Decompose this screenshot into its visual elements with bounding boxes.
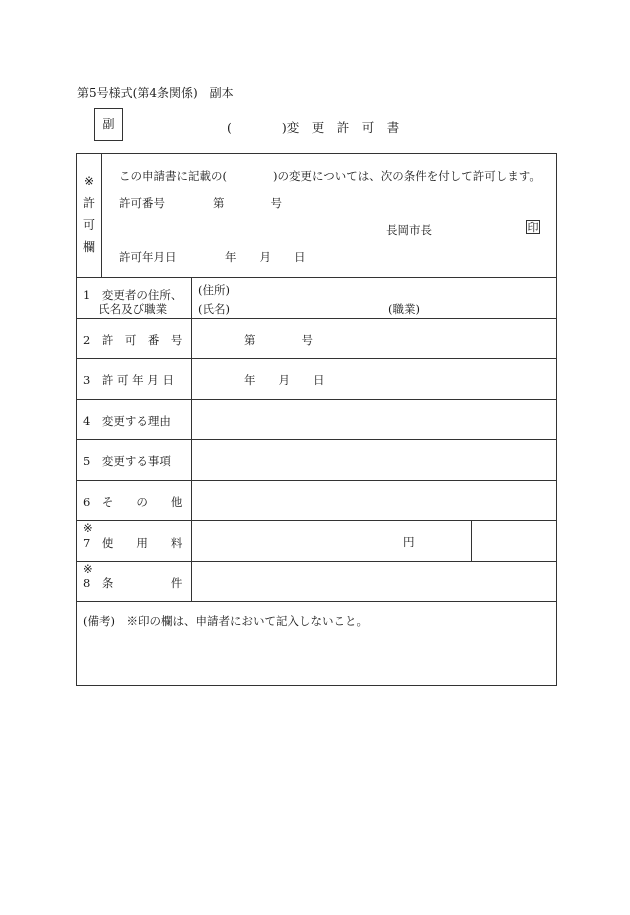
permit-date-field: 年 月 日 bbox=[244, 373, 325, 387]
permit-statement: この申請書に記載の( )の変更については、次の条件を付して許可します。 bbox=[119, 169, 541, 183]
mark-asterisk: ※ bbox=[83, 562, 93, 576]
duplicate-stamp: 副 bbox=[94, 108, 123, 141]
column-divider bbox=[191, 277, 192, 601]
side-label-char: 許 bbox=[82, 196, 95, 210]
side-label-char: 可 bbox=[82, 218, 95, 232]
permit-date-value: 年 月 日 bbox=[225, 250, 306, 264]
permit-number-label: 許可番号 bbox=[119, 196, 165, 210]
row-label-other: 6 そ の 他 bbox=[83, 495, 183, 509]
permit-number-value: 第 号 bbox=[213, 196, 282, 210]
row-divider bbox=[77, 480, 556, 481]
row-divider bbox=[77, 318, 556, 319]
mark-asterisk: ※ bbox=[83, 521, 93, 535]
mark-asterisk: ※ bbox=[83, 174, 95, 188]
row-label-changer: 1 変更者の住所、 bbox=[83, 288, 183, 302]
column-divider bbox=[101, 154, 102, 277]
mayor-title: 長岡市長 bbox=[386, 223, 432, 237]
row-divider bbox=[77, 601, 556, 602]
row-label-fee: 7 使 用 料 bbox=[83, 536, 183, 550]
row-label-conditions: 8 条 件 bbox=[83, 576, 183, 590]
row-divider bbox=[77, 277, 556, 278]
address-label: (住所) bbox=[198, 283, 230, 297]
row-divider bbox=[77, 399, 556, 400]
row-label-reason: 4 変更する理由 bbox=[83, 414, 171, 428]
permit-number-field: 第 号 bbox=[244, 333, 313, 347]
row-label-permit-number: 2 許 可 番 号 bbox=[83, 333, 183, 347]
row-label-change-items: 5 変更する事項 bbox=[83, 454, 171, 468]
permit-date-label: 許可年月日 bbox=[119, 250, 177, 264]
seal-mark: 印 bbox=[527, 221, 539, 234]
document-title: ( )変 更 許 可 書 bbox=[227, 120, 400, 135]
row-divider bbox=[77, 358, 556, 359]
row-divider bbox=[77, 520, 556, 521]
notes-text: (備考) ※印の欄は、申請者において記入しないこと。 bbox=[83, 614, 368, 628]
row-label-changer-line2: 氏名及び職業 bbox=[83, 302, 168, 316]
row-divider bbox=[77, 439, 556, 440]
name-label: (氏名) bbox=[198, 302, 230, 316]
side-label-char: 欄 bbox=[82, 240, 95, 254]
row-divider bbox=[77, 561, 556, 562]
form-number: 第5号様式(第4条関係) 副本 bbox=[77, 86, 234, 100]
occupation-label: (職業) bbox=[388, 302, 420, 316]
row-label-permit-date: 3 許 可 年 月 日 bbox=[83, 373, 174, 387]
permit-form-table bbox=[76, 153, 557, 686]
column-divider bbox=[471, 520, 472, 561]
yen-unit: 円 bbox=[403, 535, 415, 549]
permit-side-label bbox=[82, 170, 96, 258]
